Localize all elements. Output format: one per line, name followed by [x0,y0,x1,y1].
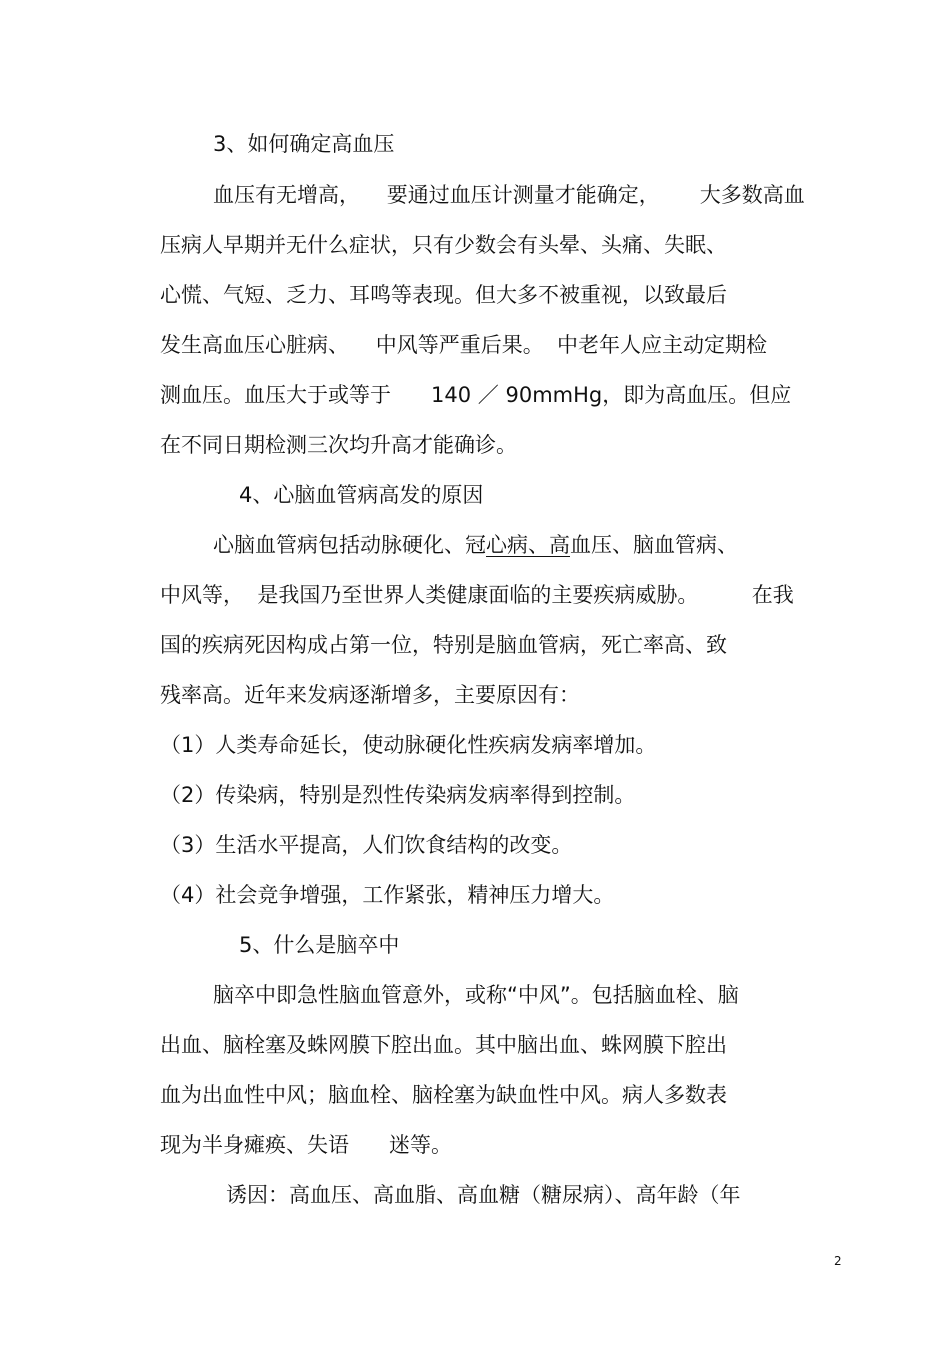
section-heading-4: 4、心脑血管病高发的原因 [239,483,484,507]
text-run: 血压、脑血管病、 [570,533,738,557]
paragraph-line: 血为出血性中风；脑血栓、脑栓塞为缺血性中风。病人多数表 [160,1083,727,1107]
paragraph-line: 中风等， 是我国乃至世界人类健康面临的主要疾病威胁。 在我 [160,583,794,607]
list-item: （3）生活水平提高，人们饮食结构的改变。 [160,833,573,857]
paragraph-line: 脑卒中即急性脑血管意外，或称“中风”。包括脑血栓、脑 [213,983,739,1007]
section-heading-3: 3、如何确定高血压 [213,132,395,156]
paragraph-line [213,531,738,559]
paragraph-line: 在不同日期检测三次均升高才能确诊。 [160,433,517,457]
underlined-text: 心病、高 [486,533,570,557]
paragraph-line: 现为半身瘫痪、失语 迷等。 [160,1133,453,1157]
section-heading-5: 5、什么是脑卒中 [239,933,400,957]
paragraph-line: 测血压。血压大于或等于 140 ／ 90mmHg，即为高血压。但应 [160,383,792,407]
paragraph-line: 心慌、气短、乏力、耳鸣等表现。但大多不被重视，以致最后 [160,283,727,307]
paragraph-line: 出血、脑栓塞及蛛网膜下腔出血。其中脑出血、蛛网膜下腔出 [160,1033,727,1057]
paragraph-line: 残率高。近年来发病逐渐增多，主要原因有： [160,683,580,707]
paragraph-line: 诱因：高血压、高血脂、高血糖（糖尿病）、高年龄（年 [226,1183,741,1207]
paragraph-line: 发生高血压心脏病、 中风等严重后果。 中老年人应主动定期检 [160,333,768,357]
list-item: （2）传染病，特别是烈性传染病发病率得到控制。 [160,783,636,807]
paragraph-line: 血压有无增高， 要通过血压计测量才能确定， 大多数高血 [213,183,805,207]
text-run: 心脑血管病包括动脉硬化、冠 [213,533,486,557]
paragraph-line: 国的疾病死因构成占第一位，特别是脑血管病，死亡率高、致 [160,633,727,657]
list-item: （1）人类寿命延长，使动脉硬化性疾病发病率增加。 [160,733,657,757]
paragraph-line: 压病人早期并无什么症状，只有少数会有头晕、头痛、失眠、 [160,233,727,257]
list-item: （4）社会竞争增强，工作紧张，精神压力增大。 [160,883,615,907]
page-number: 2 [834,1254,842,1268]
